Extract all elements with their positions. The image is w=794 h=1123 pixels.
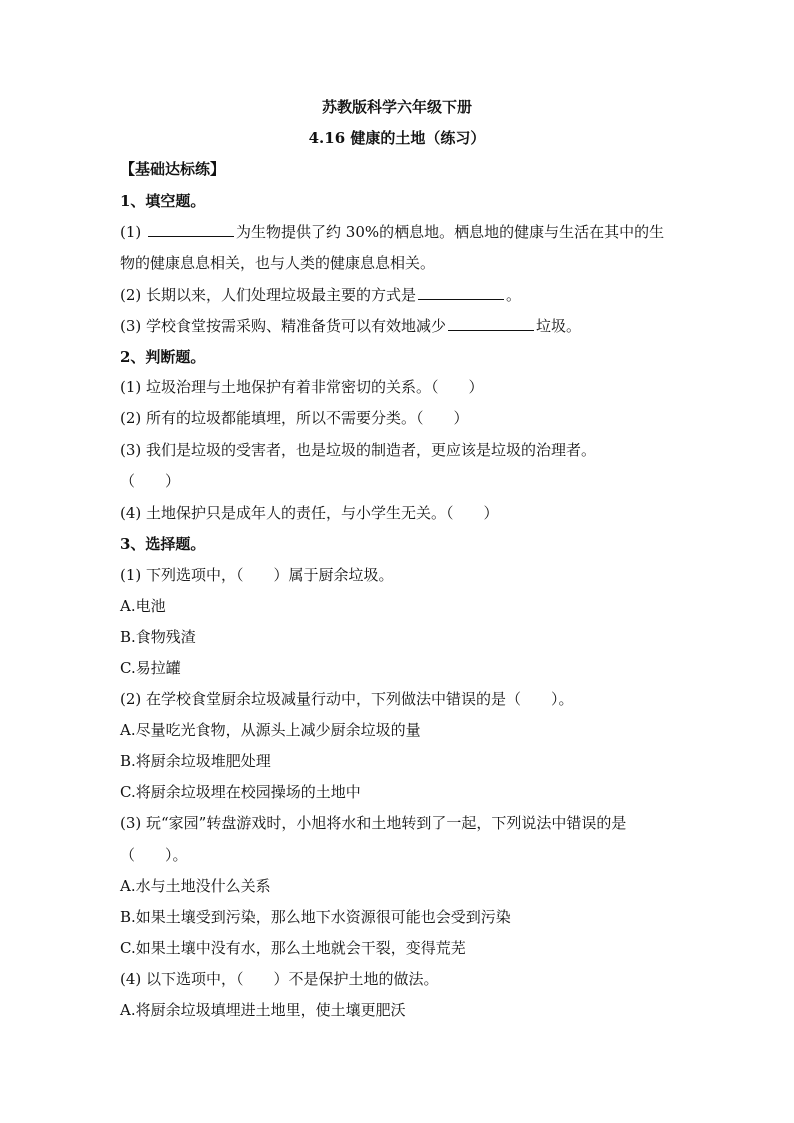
fill-heading: 1、填空题。 [120,192,206,210]
fill-q1-prefix: (1) [120,223,147,241]
fill-q3-end: 垃圾。 [536,317,582,335]
judge-question-2: (2) 所有的垃圾都能填埋，所以不需要分类。（ ） [120,409,469,427]
page-subtitle: 4.16 健康的土地（练习） [308,129,486,147]
choice-q3-option-a: A.水与土地没什么关系 [120,877,271,895]
choice-q2-option-c: C.将厨余垃圾埋在校园操场的土地中 [120,783,361,801]
fill-question-1-cont: 物的健康息息相关，也与人类的健康息息相关。 [120,254,436,272]
judge-question-1: (1) 垃圾治理与土地保护有着非常密切的关系。（ ） [120,378,484,396]
section-heading: 【基础达标练】 [120,160,226,178]
choice-q1-option-c: C.易拉罐 [120,659,181,677]
judge-question-3: (3) 我们是垃圾的受害者，也是垃圾的制造者，更应该是垃圾的治理者。 [120,441,597,459]
fill-q2-end: 。 [506,286,522,304]
choice-question-3-paren: （ ）。 [120,846,188,864]
choice-question-1: (1) 下列选项中，（ ）属于厨余垃圾。 [120,566,394,584]
answer-blank[interactable] [448,316,534,331]
fill-question-1 [120,222,664,242]
fill-q1-text: 为生物提供了约 30%的栖息地。栖息地的健康与生活在其中的生 [236,223,665,241]
answer-blank[interactable] [148,222,234,237]
answer-blank[interactable] [418,285,504,300]
choice-q1-option-a: A.电池 [120,597,166,615]
choice-q4-option-a: A.将厨余垃圾填埋进土地里，使土壤更肥沃 [120,1001,406,1019]
fill-question-3 [120,316,581,336]
judge-heading: 2、判断题。 [120,348,206,366]
judge-question-3-paren: （ ） [120,472,181,490]
choice-heading: 3、选择题。 [120,535,206,553]
fill-question-2 [120,285,521,305]
choice-question-3: (3) 玩“家园”转盘游戏时，小旭将水和土地转到了一起，下列说法中错误的是 [120,814,627,832]
choice-question-4: (4) 以下选项中，（ ）不是保护土地的做法。 [120,970,439,988]
choice-question-2: (2) 在学校食堂厨余垃圾减量行动中，下列做法中错误的是（ ）。 [120,690,574,708]
page-title: 苏教版科学六年级下册 [321,98,472,116]
fill-q3-text: (3) 学校食堂按需采购、精准备货可以有效地减少 [120,317,447,335]
judge-question-4: (4) 土地保护只是成年人的责任，与小学生无关。（ ） [120,504,499,522]
choice-q1-option-b: B.食物残渣 [120,628,196,646]
choice-q3-option-b: B.如果土壤受到污染，那么地下水资源很可能也会受到污染 [120,908,511,926]
choice-q2-option-b: B.将厨余垃圾堆肥处理 [120,752,271,770]
choice-q2-option-a: A.尽量吃光食物，从源头上减少厨余垃圾的量 [120,721,421,739]
fill-q2-text: (2) 长期以来，人们处理垃圾最主要的方式是 [120,286,417,304]
choice-q3-option-c: C.如果土壤中没有水，那么土地就会干裂，变得荒芜 [120,939,466,957]
